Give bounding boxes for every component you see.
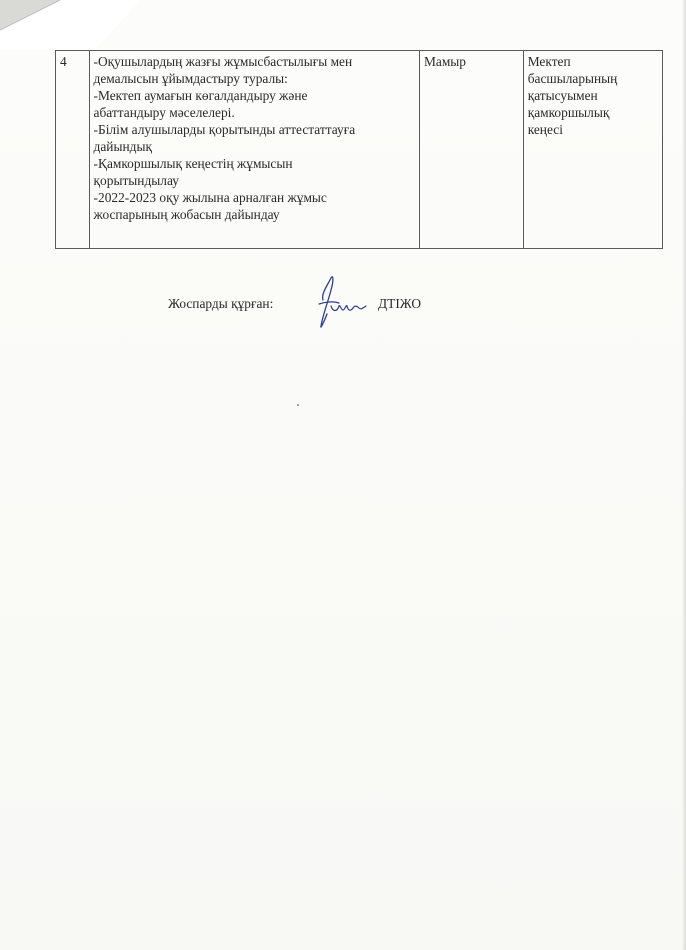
responsible-line: Мектеп (527, 54, 571, 69)
topic-line: жоспарының жобасын дайындау (93, 207, 280, 222)
plan-author-footer (168, 296, 422, 312)
topic-line: абаттандыру мәселелері. (93, 105, 235, 120)
topic-line: демалысын ұйымдастыру туралы: (93, 71, 288, 86)
topic-line: қорытындылау (93, 173, 179, 188)
responsible-line: кеңесі (527, 122, 563, 137)
responsible-line: қамкоршылық (527, 105, 610, 120)
responsible-line: басшыларының (527, 71, 618, 86)
topic-line: -2022-2023 оқу жылына арналған жұмыс (93, 190, 327, 205)
table-row (56, 51, 663, 249)
topic-line: -Мектеп аумағын көгалдандыру және (93, 88, 308, 103)
responsible-cell (523, 51, 662, 249)
folded-corner (0, 0, 140, 50)
row-number-cell (56, 51, 90, 249)
author-label: Жоспарды құрған: (168, 296, 274, 311)
responsible-line: қатысуымен (527, 88, 598, 103)
topic-line: дайындық (93, 139, 152, 154)
month-value: Мамыр (423, 54, 467, 69)
topic-line: -Қамкоршылық кеңестің жұмысын (93, 156, 293, 171)
scan-speck (297, 404, 299, 406)
row-number: 4 (60, 54, 67, 69)
topics-cell (89, 51, 419, 249)
month-cell (419, 51, 523, 249)
plan-table (55, 50, 663, 249)
author-role: ДТІЖО (378, 296, 422, 311)
topic-line: -Білім алушыларды қорытынды аттестаттауға (93, 122, 356, 137)
handwritten-signature (313, 270, 371, 332)
topic-line: -Оқушылардың жазғы жұмысбастылығы мен (93, 54, 353, 69)
scan-edge-shadow (682, 0, 686, 950)
